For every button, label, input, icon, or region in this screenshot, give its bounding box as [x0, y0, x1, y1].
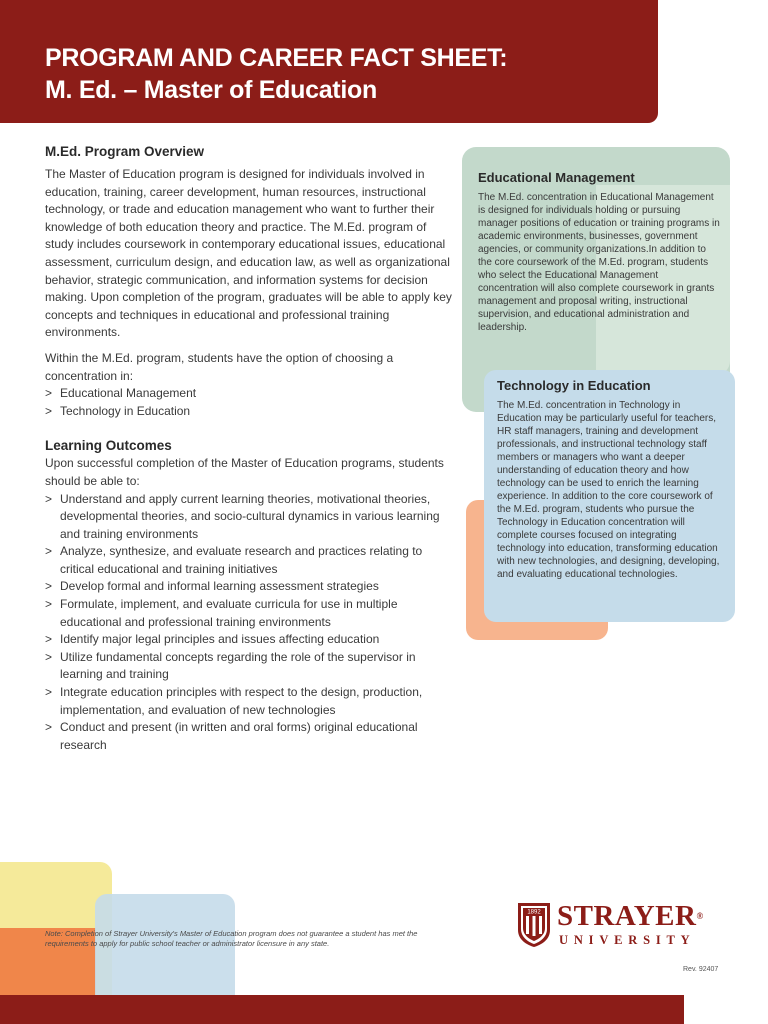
ed-management-title: Educational Management — [478, 170, 635, 185]
outcomes-title: Learning Outcomes — [45, 438, 172, 454]
ed-management-content — [478, 170, 720, 334]
tech-education-text: The M.Ed. concentration in Technology in Education may be particularly useful for teachers, HR staff managers, training and development professionals, and instructional technology staff members or managers who want a deeper understanding of education theory and how technology can be used to enrich the learning experience. In addition to the core coursework of the M.Ed. program, students who pursue the Technology in Education concentration will complete courses focused on integrating technology into education, transforming education with new technologies, and designing, developing, and evaluating educational technologies. — [497, 400, 720, 580]
list-item: > Conduct and present (in written and oral forms) original educational research — [45, 720, 418, 752]
page-title — [45, 42, 507, 106]
outcomes-intro: Upon successful completion of the Master of Education programs, students should be able to: — [45, 456, 444, 488]
list-item: > Identify major legal principles and issues affecting education — [45, 632, 380, 647]
list-item: > Integrate education principles with respect to the design, production, implementation, and evaluation of new technologies — [45, 685, 423, 717]
logo-name: STRAYER® — [557, 900, 704, 932]
list-item: > Technology in Education — [45, 403, 191, 418]
tech-education-content — [497, 378, 725, 581]
strayer-logo — [517, 902, 723, 950]
ed-management-text: The M.Ed. concentration in Educational Management is designed for individuals holding or pursuing manager positions of education or training programs in academic environments, businesses, government agencies, or community organizations.In addition to the core coursework of the M.Ed. program, students who select the Educational Management concentration will also complete coursework in grants management and proposal writing, instructional supervision, and educational administration and leadership. — [478, 192, 720, 333]
revision-code: Rev. 92407 — [683, 966, 719, 973]
page-title-line1: PROGRAM AND CAREER FACT SHEET: — [45, 44, 508, 72]
outcomes-list — [45, 491, 455, 755]
list-item: > Develop formal and informal learning assessment strategies — [45, 579, 379, 594]
page-title-line2: M. Ed. – Master of Education — [45, 76, 377, 104]
list-item: > Utilize fundamental concepts regarding the role of the supervisor in learning and training — [45, 649, 416, 682]
overview-paragraph: The Master of Education program is designed for individuals involved in education, training, career development, human resources, instructional technology, or trade and education management who want to further their knowledge of both education theory and practice. The M.Ed. program of study includes coursework in contemporary educational issues, educational assessment, curriculum design, and education law, as well as organizational behavior, strategic communication, and information systems for decision making. Upon completion of the program, graduates will be able to apply key concepts and techniques in educational and professional training environments. — [45, 167, 452, 340]
list-item: > Understand and apply current learning theories, motivational theories, developmental theories, and socio-cultural dynamics in various learning and training environments — [45, 491, 440, 541]
disclaimer-note: Note: Completion of Strayer University's Master of Education program does not guarantee a student has met the requirements to apply for public school teacher or administrator licensure in any state. — [45, 929, 418, 948]
list-item: > Formulate, implement, and evaluate curricula for use in multiple educational and professional training environments — [45, 597, 398, 629]
logo-subtitle: UNIVERSITY — [559, 933, 696, 947]
list-item: > Analyze, synthesize, and evaluate research and practices relating to critical educational and training initiatives — [45, 544, 423, 576]
tech-education-title: Technology in Education — [497, 378, 651, 393]
logo-year: 1892 — [527, 909, 541, 916]
shield-icon — [517, 902, 551, 948]
concentration-intro: Within the M.Ed. program, students have the option of choosing a concentration in: — [45, 350, 394, 383]
header-band — [0, 0, 658, 123]
list-item: > Educational Management — [45, 386, 197, 401]
concentration-list — [45, 385, 455, 420]
footer-band — [0, 995, 684, 1024]
overview-title: M.Ed. Program Overview — [45, 144, 205, 159]
main-content — [45, 144, 455, 754]
